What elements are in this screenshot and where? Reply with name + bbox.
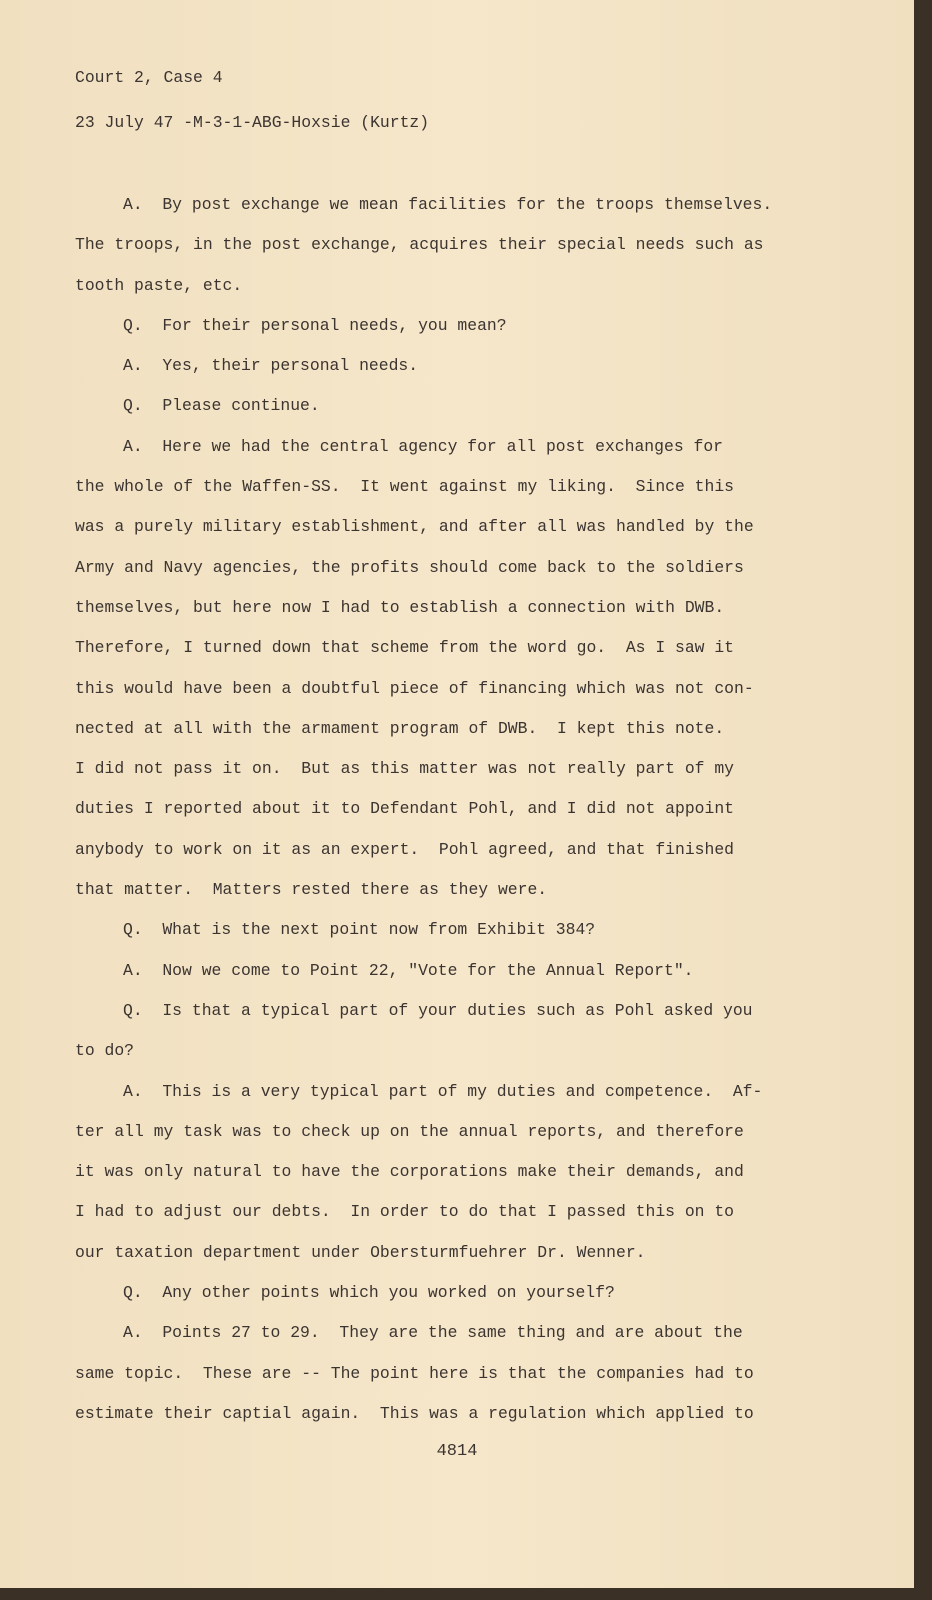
transcript-line: tooth paste, etc. bbox=[75, 275, 243, 295]
transcript-line: our taxation department under Obersturmfuehrer Dr. Wenner. bbox=[75, 1242, 646, 1262]
transcript-line: same topic. These are -- The point here is that the companies had to bbox=[75, 1363, 754, 1383]
transcript-line: to do? bbox=[75, 1041, 135, 1061]
transcript-line: estimate their captial again. This was a regulation which applied to bbox=[75, 1403, 754, 1423]
transcript-line: that matter. Matters rested there as they were. bbox=[75, 880, 548, 900]
transcript-line: A. This is a very typical part of my duties and competence. Af- bbox=[123, 1081, 763, 1101]
page-number: 4814 bbox=[436, 1442, 478, 1461]
transcript-line: it was only natural to have the corporations make their demands, and bbox=[75, 1162, 744, 1182]
transcript-line: Q. What is the next point now from Exhibit 384? bbox=[123, 920, 596, 940]
transcript-line: I had to adjust our debts. In order to do that I passed this on to bbox=[75, 1202, 735, 1222]
transcript-line: themselves, but here now I had to establish a connection with DWB. bbox=[75, 597, 725, 617]
transcript-body bbox=[75, 185, 772, 1434]
transcript-line: anybody to work on it as an expert. Pohl agreed, and that finished bbox=[75, 839, 735, 859]
transcript-line: Q. For their personal needs, you mean? bbox=[123, 315, 507, 335]
transcript-line: was a purely military establishment, and after all was handled by the bbox=[75, 517, 754, 537]
transcript-line: Army and Navy agencies, the profits should come back to the soldiers bbox=[75, 557, 744, 577]
transcript-line: A. Points 27 to 29. They are the same thing and are about the bbox=[123, 1323, 743, 1343]
transcript-line: A. Now we come to Point 22, "Vote for the Annual Report". bbox=[123, 960, 694, 980]
transcript-line: I did not pass it on. But as this matter was not really part of my bbox=[75, 759, 735, 779]
transcript-line: Q. Is that a typical part of your duties such as Pohl asked you bbox=[123, 1000, 753, 1020]
transcript-line: Q. Any other points which you worked on yourself? bbox=[123, 1283, 615, 1303]
transcript-line: the whole of the Waffen-SS. It went against my liking. Since this bbox=[75, 477, 735, 497]
transcript-line: this would have been a doubtful piece of financing which was not con- bbox=[75, 678, 754, 698]
transcript-line: nected at all with the armament program of DWB. I kept this note. bbox=[75, 718, 725, 738]
transcript-line: ter all my task was to check up on the annual reports, and therefore bbox=[75, 1121, 744, 1141]
transcript-line: duties I reported about it to Defendant Pohl, and I did not appoint bbox=[75, 799, 735, 819]
case-header: Court 2, Case 4 bbox=[75, 68, 223, 87]
transcript-line: A. Yes, their personal needs. bbox=[123, 356, 419, 376]
transcript-line: The troops, in the post exchange, acquires their special needs such as bbox=[75, 235, 764, 255]
transcript-line: A. Here we had the central agency for all post exchanges for bbox=[123, 436, 723, 456]
session-header: 23 July 47 -M-3-1-ABG-Hoxsie (Kurtz) bbox=[75, 113, 430, 132]
transcript-line: Q. Please continue. bbox=[123, 396, 320, 416]
transcript-line: Therefore, I turned down that scheme from the word go. As I saw it bbox=[75, 638, 735, 658]
transcript-line: A. By post exchange we mean facilities for the troops themselves. bbox=[123, 195, 773, 214]
